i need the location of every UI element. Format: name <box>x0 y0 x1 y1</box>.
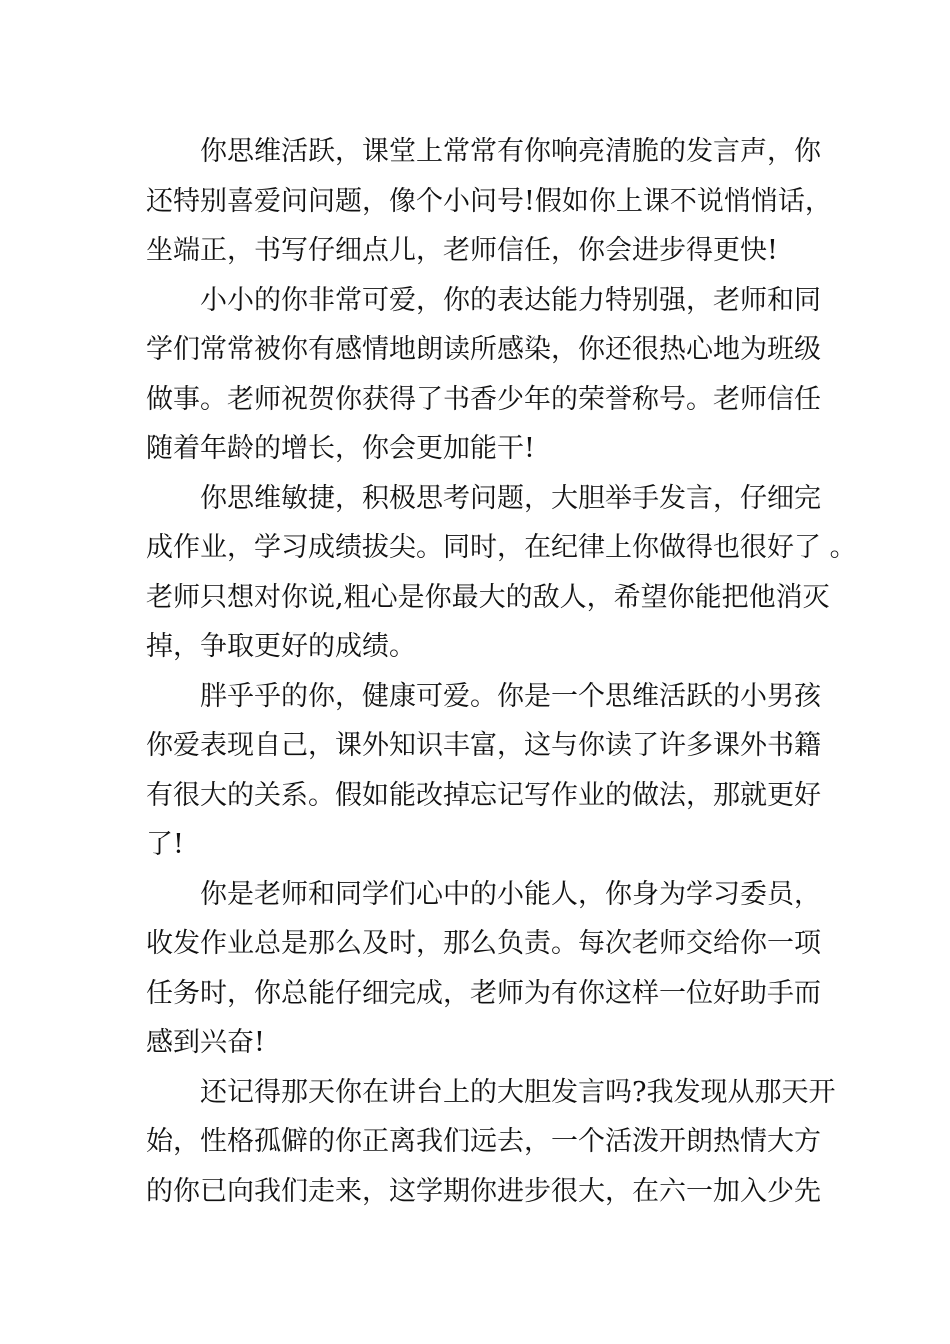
document-body <box>146 127 857 1216</box>
text-line: 了! <box>146 829 184 860</box>
text-line: 你是老师和同学们心中的小能人，你身为学习委员， <box>200 878 821 910</box>
paragraph-3 <box>146 474 857 672</box>
paragraph-5 <box>146 870 821 1068</box>
text-line: 老师只想对你说,粗心是你最大的敌人，希望你能把他消灭 <box>146 581 830 613</box>
text-line: 掉，争取更好的成绩。 <box>146 631 416 662</box>
text-line: 收发作业总是那么及时，那么负责。每次老师交给你一项 <box>146 928 821 959</box>
text-line: 成作业，学习成绩拔尖。同时，在纪律上你做得也很好了 。 <box>146 532 857 563</box>
paragraph-4 <box>146 672 821 870</box>
text-line: 有很大的关系。假如能改掉忘记写作业的做法，那就更好 <box>146 779 821 811</box>
text-line: 还特别喜爱问问题，像个小问号!假如你上课不说悄悄话， <box>146 185 832 217</box>
text-line: 学们常常被你有感情地朗读所感染，你还很热心地为班级 <box>146 334 821 365</box>
text-line: 任务时，你总能仔细完成，老师为有你这样一位好助手而 <box>146 977 821 1009</box>
text-line: 感到兴奋! <box>146 1027 265 1058</box>
text-line: 随着年龄的增长，你会更加能干! <box>146 433 535 464</box>
text-line: 坐端正，书写仔细点儿，老师信任，你会进步得更快! <box>146 235 778 266</box>
paragraph-2 <box>146 276 821 474</box>
paragraph-6 <box>146 1068 836 1217</box>
text-line: 小小的你非常可爱，你的表达能力特别强，老师和同 <box>200 284 821 316</box>
text-line: 你思维活跃，课堂上常常有你响亮清脆的发言声，你 <box>200 136 821 167</box>
text-line: 始，性格孤僻的你正离我们远去，一个活泼开朗热情大方 <box>146 1126 821 1157</box>
text-line: 的你已向我们走来，这学期你进步很大，在六一加入少先 <box>146 1175 821 1207</box>
text-line: 还记得那天你在讲台上的大胆发言吗?我发现从那天开 <box>200 1076 836 1108</box>
text-line: 你思维敏捷，积极思考问题，大胆举手发言，仔细完 <box>200 482 821 514</box>
text-line: 胖乎乎的你，健康可爱。你是一个思维活跃的小男孩 <box>200 680 821 712</box>
paragraph-1 <box>146 127 832 276</box>
text-line: 做事。老师祝贺你获得了书香少年的荣誉称号。老师信任 <box>146 383 821 415</box>
text-line: 你爱表现自己，课外知识丰富，这与你读了许多课外书籍 <box>146 730 821 761</box>
